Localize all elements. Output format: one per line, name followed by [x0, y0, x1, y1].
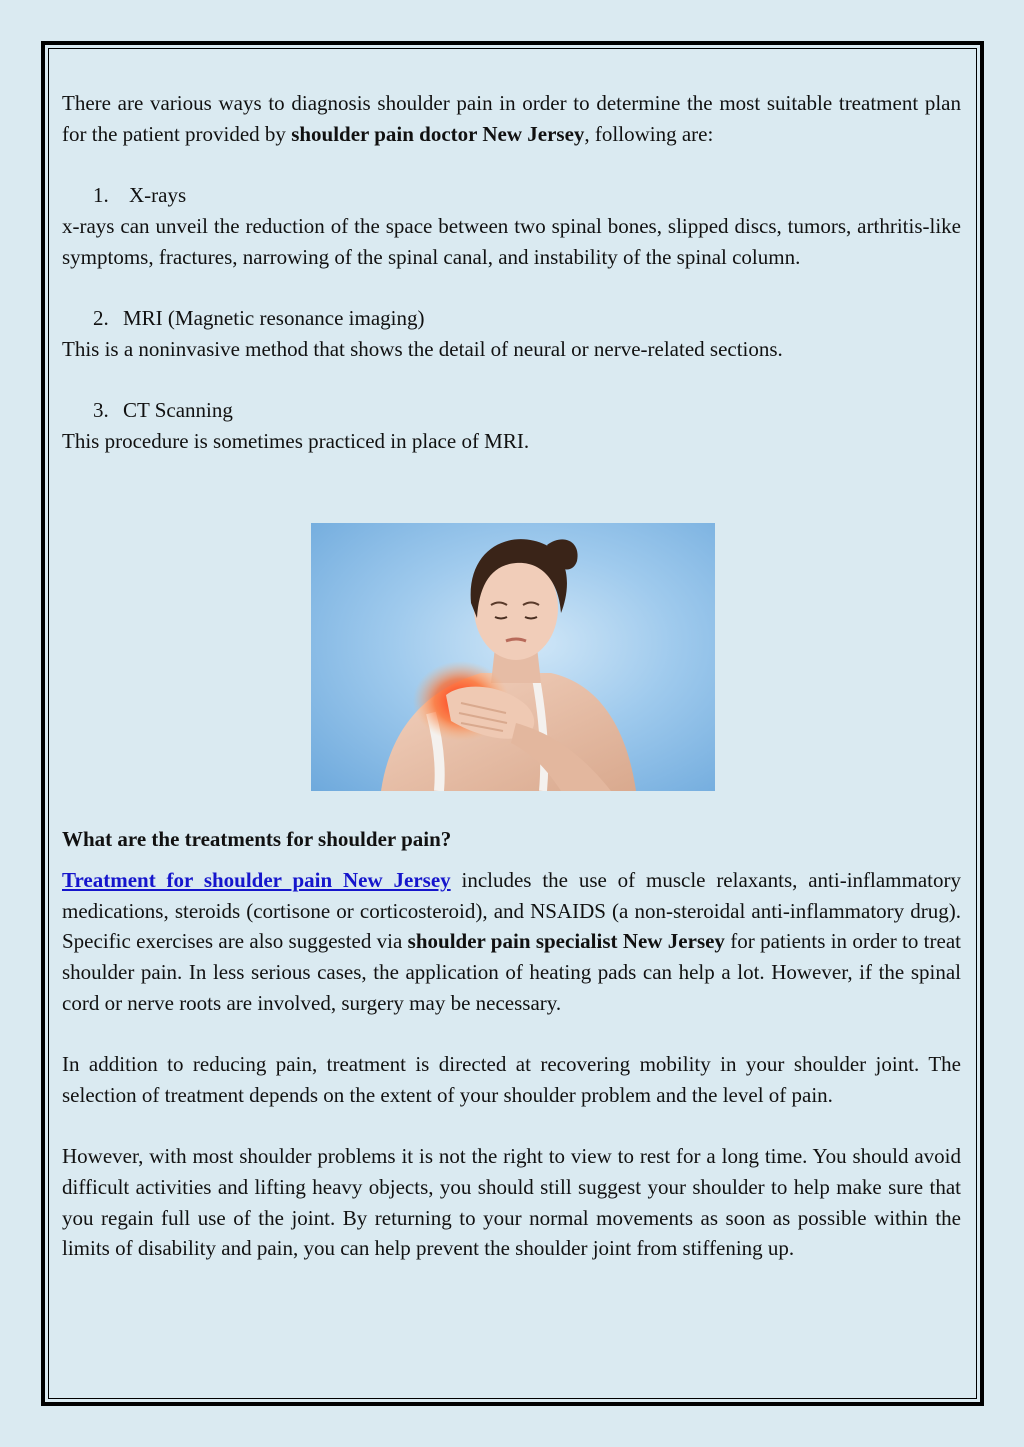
- method-xrays-description: x-rays can unveil the reduction of the space between two spinal bones, slipped discs, tumors, arthritis-like symptoms, fractures, narrowing of the spinal canal, and instability of the spinal column.: [62, 213, 961, 269]
- intro-text-end: , following are:: [584, 121, 714, 146]
- list-number: 1.: [93, 183, 109, 208]
- list-number: 2.: [93, 305, 109, 330]
- method-ct-title: [62, 395, 961, 426]
- method-xrays-title: [62, 180, 961, 211]
- method-ct-description: This procedure is sometimes practiced in place of MRI.: [62, 428, 530, 453]
- treatments-section: [62, 865, 961, 1264]
- treatments-text-end: for patients in order to treat shoulder pain. In less serious cases, the application of heating pads can help a lot. However, if the spinal cord or nerve roots are involved, surgery may be necessary.: [62, 929, 961, 1015]
- list-number: 3.: [93, 397, 109, 422]
- method-mri-description: This is a noninvasive method that shows the detail of neural or nerve-related sections.: [62, 336, 783, 361]
- method-title: CT Scanning: [123, 397, 233, 422]
- intro-paragraph: [62, 88, 961, 149]
- spacer: [62, 1019, 961, 1050]
- treatment-link[interactable]: Treatment for shoulder pain New Jersey: [62, 868, 451, 892]
- woman-holding-painful-shoulder-photo: [311, 523, 715, 791]
- intro-text: There are various ways to diagnosis shoulder pain in order to determine the most suitable treatment plan for the patient provided by: [62, 91, 961, 146]
- diagnosis-section: [62, 88, 961, 456]
- treatments-paragraph-1: [62, 865, 961, 1019]
- specialist-bold-keyword: shoulder pain specialist New Jersey: [407, 929, 725, 954]
- spacer: [62, 364, 961, 395]
- treatments-heading: What are the treatments for shoulder pain?: [62, 827, 452, 851]
- treatments-paragraph-3: However, with most shoulder problems it is not the right to view to rest for a long time. You should avoid difficult activities and lifting heavy objects, you should still suggest your shoulder to help make sure that you regain full use of the joint. By returning to your normal movements as soon as possible within the limits of disability and pain, you can help prevent the shoulder joint from stiffening up.: [62, 1144, 961, 1261]
- spacer: [62, 149, 961, 180]
- treatments-paragraph-2: In addition to reducing pain, treatment is directed at recovering mobility in your shoulder joint. The selection of treatment depends on the extent of your shoulder problem and the level of pain.: [62, 1052, 961, 1107]
- spacer: [62, 272, 961, 303]
- shoulder-pain-photo: [311, 523, 715, 791]
- spacer: [62, 1111, 961, 1142]
- treatments-text: includes the use of muscle relaxants, anti-inflammatory medications, steroids (cortisone or corticosteroid), and NSAIDS (a non-steroidal anti-inflammatory drug). Specific exercises are also suggested via: [62, 868, 961, 954]
- method-mri-title: [62, 303, 961, 334]
- intro-bold-keyword: shoulder pain doctor New Jersey: [291, 121, 585, 146]
- method-title: MRI (Magnetic resonance imaging): [123, 305, 425, 330]
- method-title: X-rays: [129, 183, 187, 208]
